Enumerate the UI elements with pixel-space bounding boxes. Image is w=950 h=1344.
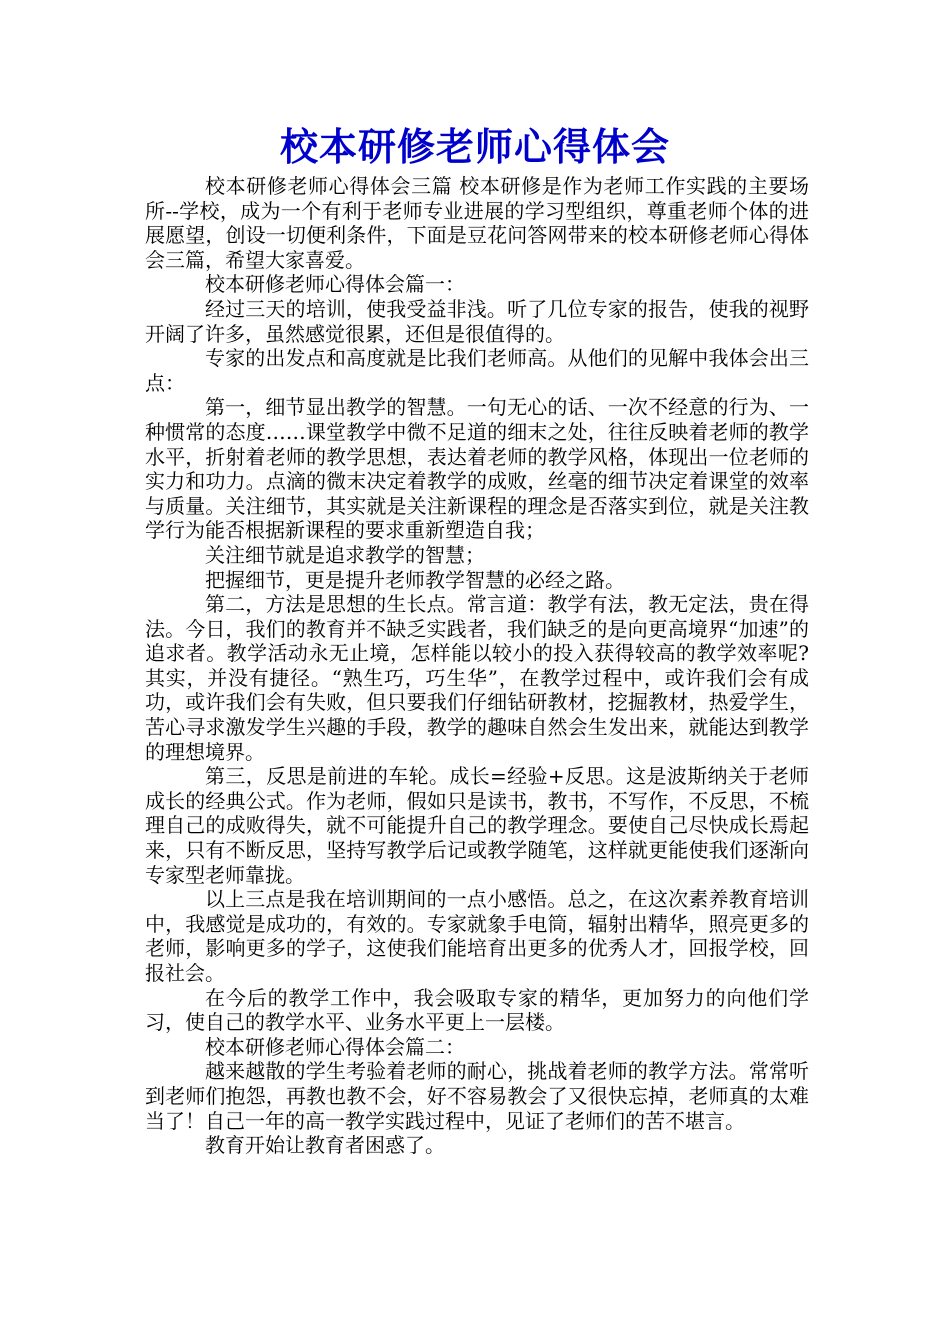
document-title: 校本研修老师心得体会 (279, 125, 670, 169)
document-body (145, 174, 809, 1158)
paragraph-point-one: 第一，细节显出教学的智慧。一句无心的话、一次不经意的行为、一种惯常的态度……课堂教学中微不足道的细末之处，往往反映着老师的教学水平，折射着老师的教学思想，表达着老师的教学风格，体现出一位老师的实力和功力。点滴的微末决定着教学的成败，丝毫的细节决定着课堂的效率与质量。关注细节，其实就是关注新课程的理念是否落实到位，就是关注教学行为能否根据新课程的要求重新塑造自我； (145, 395, 809, 543)
paragraph: 经过三天的培训，使我受益非浅。听了几位专家的报告，使我的视野开阔了许多，虽然感觉很累，还但是很值得的。 (145, 296, 809, 346)
section-heading-part-two: 校本研修老师心得体会篇二： (205, 1034, 465, 1059)
paragraph-summary: 以上三点是我在培训期间的一点小感悟。总之，在这次素养教育培训中，我感觉是成功的，有效的。专家就象手电筒，辐射出精华，照亮更多的老师，影响更多的学子，这使我们能培育出更多的优秀人才，回报学校，回报社会。 (145, 887, 809, 985)
paragraph: 关注细节就是追求教学的智慧； (205, 542, 485, 567)
paragraph: 越来越散的学生考验着老师的耐心，挑战着老师的教学方法。常常听到老师们抱怨，再教也教不会，好不容易教会了又很快忘掉，老师真的太难当了！自己一年的高一教学实践过程中，见证了老师们的苦不堪言。 (145, 1059, 809, 1133)
section-heading-part-one: 校本研修老师心得体会篇一： (205, 272, 465, 297)
paragraph: 把握细节，更是提升老师教学智慧的必经之路。 (205, 567, 625, 592)
paragraph-point-three: 第三，反思是前进的车轮。成长=经验+反思。这是波斯纳关于老师成长的经典公式。作为老师，假如只是读书，教书，不写作，不反思，不梳理自己的成败得失，就不可能提升自己的教学理念。要使自己尽快成长焉起来，只有不断反思，坚持写教学后记或教学随笔，这样就更能使我们逐渐向专家型老师靠拢。 (145, 764, 809, 887)
paragraph-intro: 校本研修老师心得体会三篇 校本研修是作为老师工作实践的主要场所--学校，成为一个有利于老师专业进展的学习型组织，尊重老师个体的进展愿望，创设一切便利条件，下面是豆花问答网带来的校本研修老师心得体会三篇，希望大家喜爱。 (145, 174, 809, 272)
paragraph-point-two: 第二，方法是思想的生长点。常言道：教学有法，教无定法，贵在得法。今日，我们的教育并不缺乏实践者，我们缺乏的是向更高境界“加速”的追求者。教学活动永无止境，怎样能以较小的投入获得较高的教学效率呢?其实，并没有捷径。“熟生巧，巧生华”，在教学过程中，或许我们会有成功，或许我们会有失败，但只要我们仔细钻研教材，挖掘教材，热爱学生，苦心寻求激发学生兴趣的手段，教学的趣味自然会生发出来，就能达到教学的理想境界。 (145, 592, 809, 764)
paragraph: 专家的出发点和高度就是比我们老师高。从他们的见解中我体会出三点： (145, 346, 809, 395)
paragraph: 教育开始让教育者困惑了。 (205, 1133, 445, 1158)
paragraph: 在今后的教学工作中，我会吸取专家的精华，更加努力的向他们学习，使自己的教学水平、业务水平更上一层楼。 (145, 985, 809, 1035)
